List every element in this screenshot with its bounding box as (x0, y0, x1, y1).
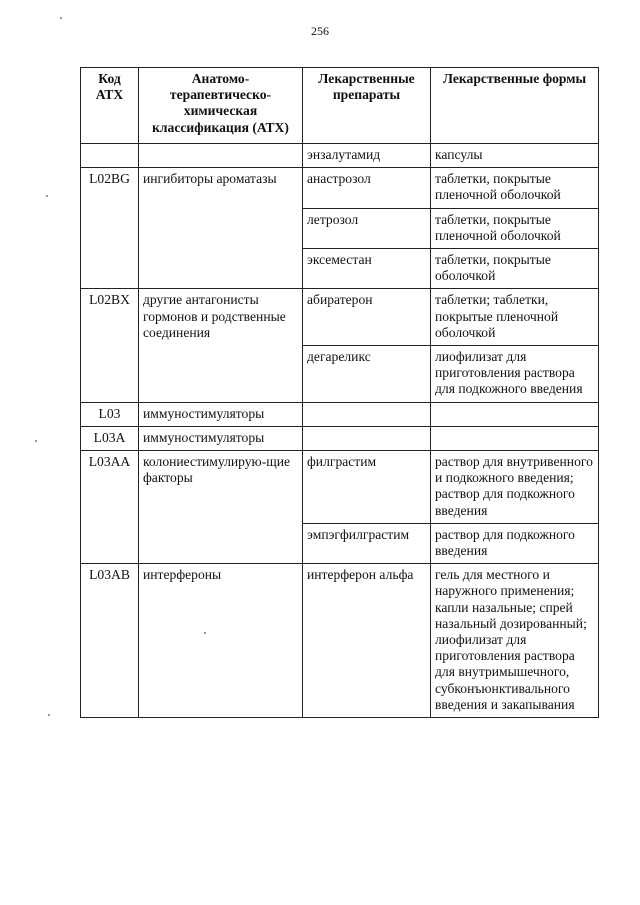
drug-cell (303, 402, 431, 426)
form-cell: лиофилизат для приготовления раствора для подкожного введения (431, 346, 599, 403)
classification-cell (139, 144, 303, 168)
table-row (81, 564, 599, 718)
classification-cell: ингибиторы ароматазы (139, 168, 303, 289)
table-row (81, 402, 599, 426)
atx-code-cell: L03 (81, 402, 139, 426)
form-cell (431, 402, 599, 426)
drug-cell (303, 426, 431, 450)
drug-cell: эксеместан (303, 249, 431, 289)
form-cell: таблетки; таблетки, покрытые пленочной оболочкой (431, 289, 599, 346)
drug-cell: энзалутамид (303, 144, 431, 168)
classification-cell: другие антагонисты гормонов и родственные соединения (139, 289, 303, 402)
scan-speck (48, 714, 50, 716)
form-cell (431, 426, 599, 450)
header-drugs: Лекарственные препараты (303, 68, 431, 144)
drug-cell: филграстим (303, 451, 431, 524)
classification-cell: иммуностимуляторы (139, 402, 303, 426)
drug-cell: дегареликс (303, 346, 431, 403)
drug-cell: абиратерон (303, 289, 431, 346)
header-forms: Лекарственные формы (431, 68, 599, 144)
table-row (81, 289, 599, 346)
atx-code-cell: L02BX (81, 289, 139, 402)
scan-speck (46, 195, 48, 197)
form-cell: таблетки, покрытые пленочной оболочкой (431, 168, 599, 208)
scan-speck (204, 632, 206, 634)
form-cell: таблетки, покрытые пленочной оболочкой (431, 208, 599, 248)
page-number: 256 (311, 24, 329, 38)
drug-cell: эмпэгфилграстим (303, 523, 431, 563)
atx-table (80, 67, 599, 718)
table-row (81, 426, 599, 450)
table-row (81, 144, 599, 168)
drug-cell: летрозол (303, 208, 431, 248)
form-cell: таблетки, покрытые оболочкой (431, 249, 599, 289)
classification-cell: колониестимулирую-щие факторы (139, 451, 303, 564)
atx-code-cell: L03AA (81, 451, 139, 564)
header-classification: Анатомо-терапевтическо-химическая классификация (АТХ) (139, 68, 303, 144)
table-row (81, 451, 599, 524)
atx-code-cell: L03A (81, 426, 139, 450)
atx-code-cell (81, 144, 139, 168)
classification-cell: интерфероны (139, 564, 303, 718)
table-header-row (81, 68, 599, 144)
atx-code-cell: L02BG (81, 168, 139, 289)
table-row (81, 168, 599, 208)
form-cell: раствор для внутривенного и подкожного введения; раствор для подкожного введения (431, 451, 599, 524)
atx-code-cell: L03AB (81, 564, 139, 718)
scan-speck (60, 17, 62, 19)
scan-speck (35, 440, 37, 442)
classification-cell: иммуностимуляторы (139, 426, 303, 450)
header-code: Код АТХ (81, 68, 139, 144)
form-cell: раствор для подкожного введения (431, 523, 599, 563)
form-cell: гель для местного и наружного применения; капли назальные; спрей назальный дозированный; лиофилизат для приготовления раствора для внутримышечного, субконъюнктивального введения и закапывания (431, 564, 599, 718)
form-cell: капсулы (431, 144, 599, 168)
drug-cell: интерферон альфа (303, 564, 431, 718)
drug-cell: анастрозол (303, 168, 431, 208)
